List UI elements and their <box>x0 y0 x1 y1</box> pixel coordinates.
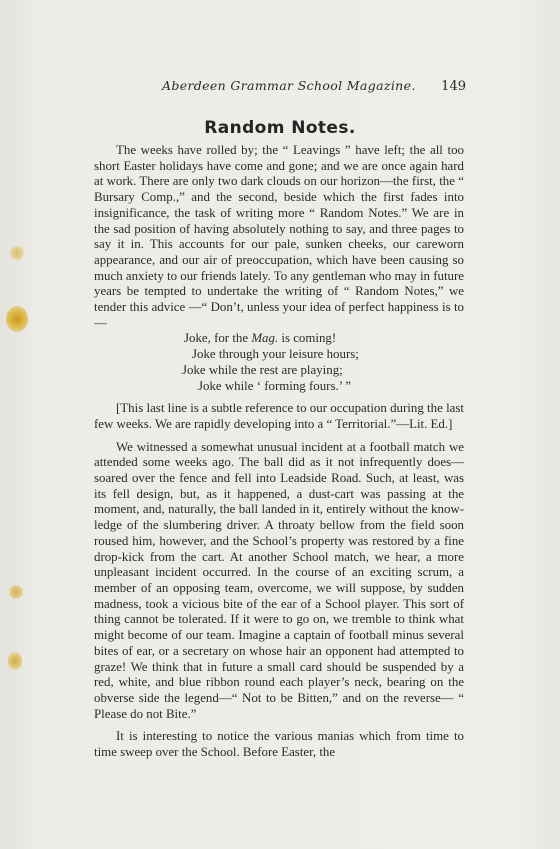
verse <box>94 331 464 394</box>
binding-stain <box>9 585 23 599</box>
verse-line-1 <box>94 331 464 347</box>
running-title: Aberdeen Grammar School Magazine. <box>162 78 416 93</box>
running-header <box>162 78 466 94</box>
verse-line-1-start: Joke, for the <box>184 331 252 346</box>
verse-line-3: Joke while the rest are playing; <box>182 362 343 377</box>
page-number: 149 <box>441 79 466 94</box>
binding-stain <box>10 246 24 260</box>
article-title: Random Notes. <box>204 118 356 138</box>
paragraph-4: It is interesting to notice the various manias which from time to time sweep over the School. Before Easter, the <box>94 729 464 760</box>
verse-line-2: Joke through your leisure hours; <box>192 347 359 362</box>
verse-line-4: Joke while ‘ forming fours.’ ” <box>198 378 351 393</box>
paragraph-1: The weeks have rolled by; the “ Leavings ” have left; the all too short Easter holidays have come and gone; and we are once again hard at work. There are only two dark clouds on our horizon—the first, the “ Bursary Comp.,” and the second, beside which the first fades into insignificance, the task of writing more “ Random Notes.” We are in the sad position of having absolutely nothing to say, and three pages to say it in. This accounts for our pale, sunken cheeks, our careworn appearance, and our air of preoccupation, which have been causing so much anxiety to our friends lately. To any gentleman who may in future years be tempted to undertake the writing of “ Random Notes,” we tender this advice —“ Don’t, unless your idea of perfect happiness is to— <box>94 143 464 330</box>
paragraph-2: [This last line is a subtle reference to our occupation during the last few weeks. We are rapidly developing into a “ Territorial.”—Lit. Ed.] <box>94 401 464 431</box>
binding-stain <box>8 652 22 670</box>
verse-line-1-end: is coming! <box>278 331 337 346</box>
article-body <box>94 143 464 761</box>
binding-stain <box>6 306 28 332</box>
verse-mag-word: Mag. <box>251 331 279 346</box>
paragraph-3: We witnessed a somewhat unusual incident at a football match we attended some weeks ago. The ball did as it not infrequently does—soared over the fence and fell into Leadside Road. Such, at least, was its fell design, but, as it happened, a dust-cart was passing at the moment, and, naturally, the ball landed in it, entirely without the knowledge of the slumbering driver. A throaty bellow from the field soon roused him, however, and the School’s property was restored by a fine drop-kick from the cart. At another School match, we hear, a more unpleasant incident occurred. In the course of an exciting scrum, a member of an opposing team, overcome, we will suppose, by sudden madness, took a vicious bite of the ear of a School player. This sort of thing cannot be tolerated. If it were to go on, we tremble to think what might become of our team. Imagine a captain of football minus several bites of ear, or a secretary on whose hair an opponent had attempted to graze! We think that in future a small card should be suspended by a red, white, and blue ribbon round each player’s neck, bearing on the obverse side the legend—“ Not to be Bitten,” and on the reverse— “ Please do not Bite.” <box>94 439 464 721</box>
